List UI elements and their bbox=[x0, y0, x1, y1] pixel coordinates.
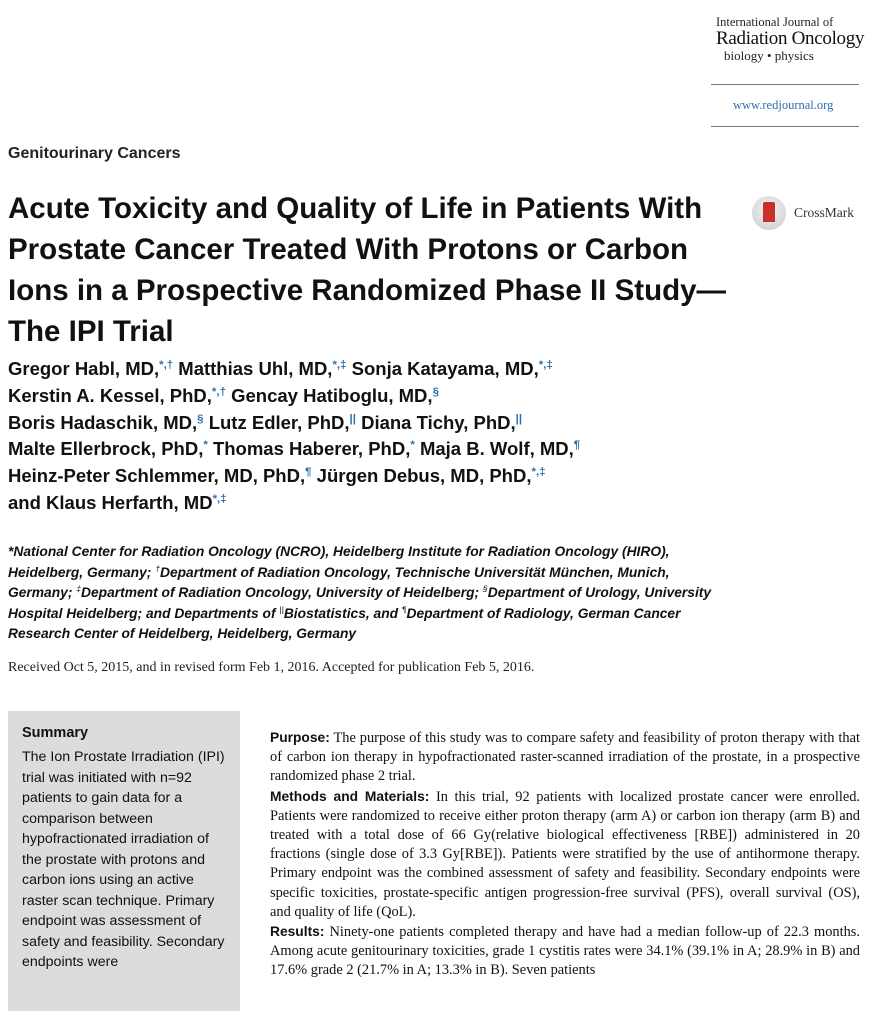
affiliation-text: Biostatistics, and bbox=[283, 605, 402, 621]
abstract-methods-text: In this trial, 92 patients with localized prostate cancer were enrolled. Patients were randomized to receive either proton therapy (arm A) or carbon ion therapy (arm B) and treated with a total dose of 66 Gy(relative biological effectiveness [RBE]) administered in 20 fractions (single dose of 3.3 Gy[RBE]). Patients were stratified by the use of antihormone therapy. Primary endpoint was the combined assessment of safety and feasibility. Secondary endpoints were specific toxicities, prostate-specific antigen progression-free survival (PFS), overall survival (OS), and quality of life (QoL). bbox=[270, 788, 860, 920]
author-name: Gregor Habl, MD, bbox=[8, 358, 160, 379]
author-name: Maja B. Wolf, MD, bbox=[419, 438, 574, 460]
author-affiliation-mark[interactable]: *,‡ bbox=[531, 466, 546, 479]
masthead-divider-top bbox=[711, 84, 859, 85]
author-affiliation-mark[interactable]: * bbox=[410, 439, 415, 452]
author-affiliation-mark[interactable]: || bbox=[349, 412, 356, 425]
masthead-divider-bottom bbox=[711, 126, 859, 127]
affiliation-text: *National Center for Radiation Oncology (NCRO), Heidelberg Institute for Radiation Oncology (HIRO), Heidelberg, Germany; bbox=[8, 544, 670, 580]
author-name: Kerstin A. Kessel, PhD, bbox=[8, 384, 212, 406]
abstract-results bbox=[270, 922, 860, 981]
summary-body: The Ion Prostate Irradiation (IPI) trial was initiated with n=92 patients to gain data for a comparison between hypofractionated irradiation of the prostate with protons and carbon ions using an active raster scan technique. Primary endpoint was assessment of safety and feasibility. Secondary endpoints were bbox=[22, 749, 225, 970]
article-title: Acute Toxicity and Quality of Life in Patients With Prostate Cancer Treated With Protons or Carbon Ions in a Prospective Randomized Phase II Study—The IPI Trial bbox=[8, 192, 727, 348]
abstract-results-label: Results: bbox=[270, 924, 325, 940]
abstract-purpose-label: Purpose: bbox=[270, 730, 330, 745]
abstract bbox=[270, 728, 860, 981]
journal-url-link[interactable]: www.redjournal.org bbox=[733, 98, 834, 112]
affiliation-text: Department of Urology, University Hospital Heidelberg; and Departments of bbox=[8, 585, 712, 621]
summary-box bbox=[8, 711, 240, 1011]
affiliation-mark: § bbox=[482, 583, 488, 594]
author-affiliation-mark[interactable]: *,† bbox=[211, 385, 226, 398]
author-name: Diana Tichy, PhD, bbox=[361, 411, 516, 433]
crossmark-label: CrossMark bbox=[794, 205, 854, 220]
abstract-results-text: Ninety-one patients completed therapy and have had a median follow-up of 22.3 months. Among acute genitourinary toxicities, grade 1 cystitis rates were 34.1% (39.1% in A; 28.9% in B) and 17.6% grade 2 (21.7% in A; 13.3% in B). Seven patients bbox=[270, 924, 860, 979]
author-name: Sonja Katayama, MD, bbox=[351, 358, 539, 379]
author-name: Thomas Haberer, PhD, bbox=[212, 438, 411, 460]
author-affiliation-mark[interactable]: *,‡ bbox=[212, 492, 227, 505]
author-name: Matthias Uhl, MD, bbox=[178, 358, 333, 379]
author-affiliation-mark[interactable]: *,‡ bbox=[332, 358, 347, 371]
affiliation-text: Department of Radiation Oncology, Technische Universität München, Munich, Germany; bbox=[8, 564, 670, 600]
author-name: and Klaus Herfarth, MD bbox=[8, 491, 213, 513]
affiliation-mark: † bbox=[155, 562, 160, 573]
journal-name-line1: International Journal of bbox=[716, 15, 834, 29]
author-name: Gencay Hatiboglu, MD, bbox=[231, 384, 433, 406]
author-affiliation-mark[interactable]: || bbox=[515, 412, 523, 425]
author-affiliation-mark[interactable]: ¶ bbox=[573, 439, 581, 452]
affiliation-text: Department of Radiation Oncology, University of Heidelberg; bbox=[81, 585, 483, 600]
author-name: Malte Ellerbrock, PhD, bbox=[8, 438, 204, 460]
affiliation-mark: ‡ bbox=[76, 583, 82, 594]
author-name: Boris Hadaschik, MD, bbox=[8, 411, 198, 433]
author-affiliation-mark[interactable]: * bbox=[203, 439, 208, 452]
article-category: Genitourinary Cancers bbox=[8, 145, 181, 162]
received-dates: Received Oct 5, 2015, and in revised form Feb 1, 2016. Accepted for publication Feb 5, 2016. bbox=[8, 660, 535, 675]
affiliation-mark: ¶ bbox=[401, 603, 407, 614]
abstract-purpose-text: The purpose of this study was to compare safety and feasibility of proton therapy with that of carbon ion therapy in hypofractionated raster-scanned irradiation of the prostate, in a prospective randomized phase 2 trial. bbox=[270, 730, 860, 785]
affiliations bbox=[8, 542, 728, 645]
journal-masthead bbox=[716, 16, 864, 63]
author-affiliation-mark[interactable]: § bbox=[197, 412, 204, 425]
author-affiliation-mark[interactable]: *,† bbox=[159, 358, 174, 371]
journal-subtitle: biology • physics bbox=[724, 48, 814, 64]
author-affiliation-mark[interactable]: ¶ bbox=[305, 466, 312, 479]
author-affiliation-mark[interactable]: § bbox=[432, 385, 439, 398]
abstract-methods-label: Methods and Materials: bbox=[270, 788, 430, 804]
abstract-methods bbox=[270, 787, 860, 922]
crossmark-badge[interactable] bbox=[752, 196, 862, 230]
author-name: Jürgen Debus, MD, PhD, bbox=[316, 465, 532, 487]
author-name: Heinz-Peter Schlemmer, MD, PhD, bbox=[8, 465, 306, 487]
crossmark-icon bbox=[752, 196, 786, 230]
summary-heading: Summary bbox=[22, 725, 89, 741]
author-list bbox=[8, 356, 728, 517]
abstract-purpose bbox=[270, 728, 860, 787]
author-name: Lutz Edler, PhD, bbox=[208, 411, 350, 433]
affiliation-text: Department of Radiology, German Cancer Research Center of Heidelberg, Heidelberg, Germany bbox=[8, 605, 681, 641]
affiliation-mark: || bbox=[279, 603, 284, 614]
journal-name-line2: Radiation Oncology bbox=[716, 28, 865, 50]
author-affiliation-mark[interactable]: *,‡ bbox=[538, 358, 553, 371]
